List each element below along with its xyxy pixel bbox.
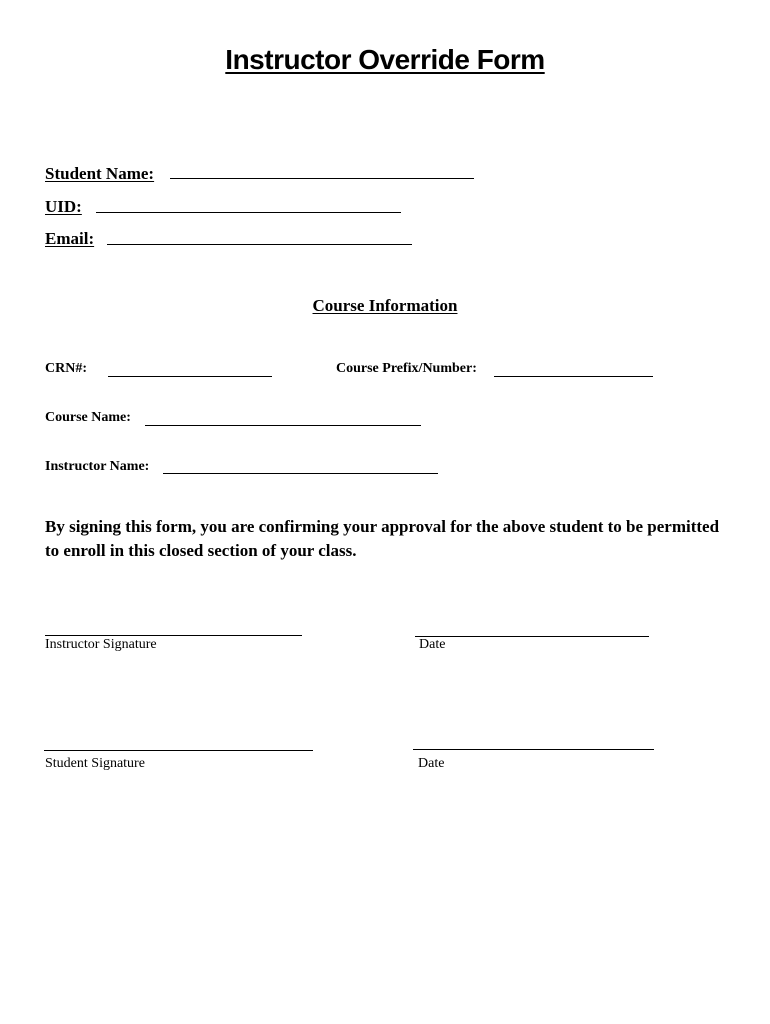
- form-title: Instructor Override Form: [225, 44, 545, 75]
- course-information-heading: Course Information: [312, 296, 458, 315]
- course-prefix-field[interactable]: [494, 376, 653, 377]
- student-name-field[interactable]: [170, 178, 474, 179]
- uid-label: UID:: [45, 197, 82, 216]
- student-signature-label: Student Signature: [45, 756, 145, 771]
- instructor-date-line[interactable]: [415, 636, 649, 637]
- crn-field[interactable]: [108, 376, 272, 377]
- student-name-label: Student Name:: [45, 164, 155, 183]
- instructor-name-label: Instructor Name:: [45, 459, 150, 474]
- email-field[interactable]: [107, 244, 412, 245]
- instructor-name-field[interactable]: [163, 473, 438, 474]
- student-date-label: Date: [418, 756, 445, 771]
- course-name-field[interactable]: [145, 425, 421, 426]
- student-date-line[interactable]: [413, 749, 654, 750]
- instructor-signature-line[interactable]: [45, 635, 302, 636]
- email-label: Email:: [45, 229, 95, 248]
- course-name-label: Course Name:: [45, 410, 131, 425]
- crn-label: CRN#:: [45, 361, 87, 376]
- course-prefix-label: Course Prefix/Number:: [336, 361, 477, 376]
- approval-statement: By signing this form, you are confirming your approval for the above student to be permitted to enroll in this closed section of your class.: [45, 517, 720, 560]
- student-signature-line[interactable]: [44, 750, 313, 751]
- uid-field[interactable]: [96, 212, 401, 213]
- instructor-signature-label: Instructor Signature: [45, 637, 157, 652]
- instructor-date-label: Date: [419, 637, 446, 652]
